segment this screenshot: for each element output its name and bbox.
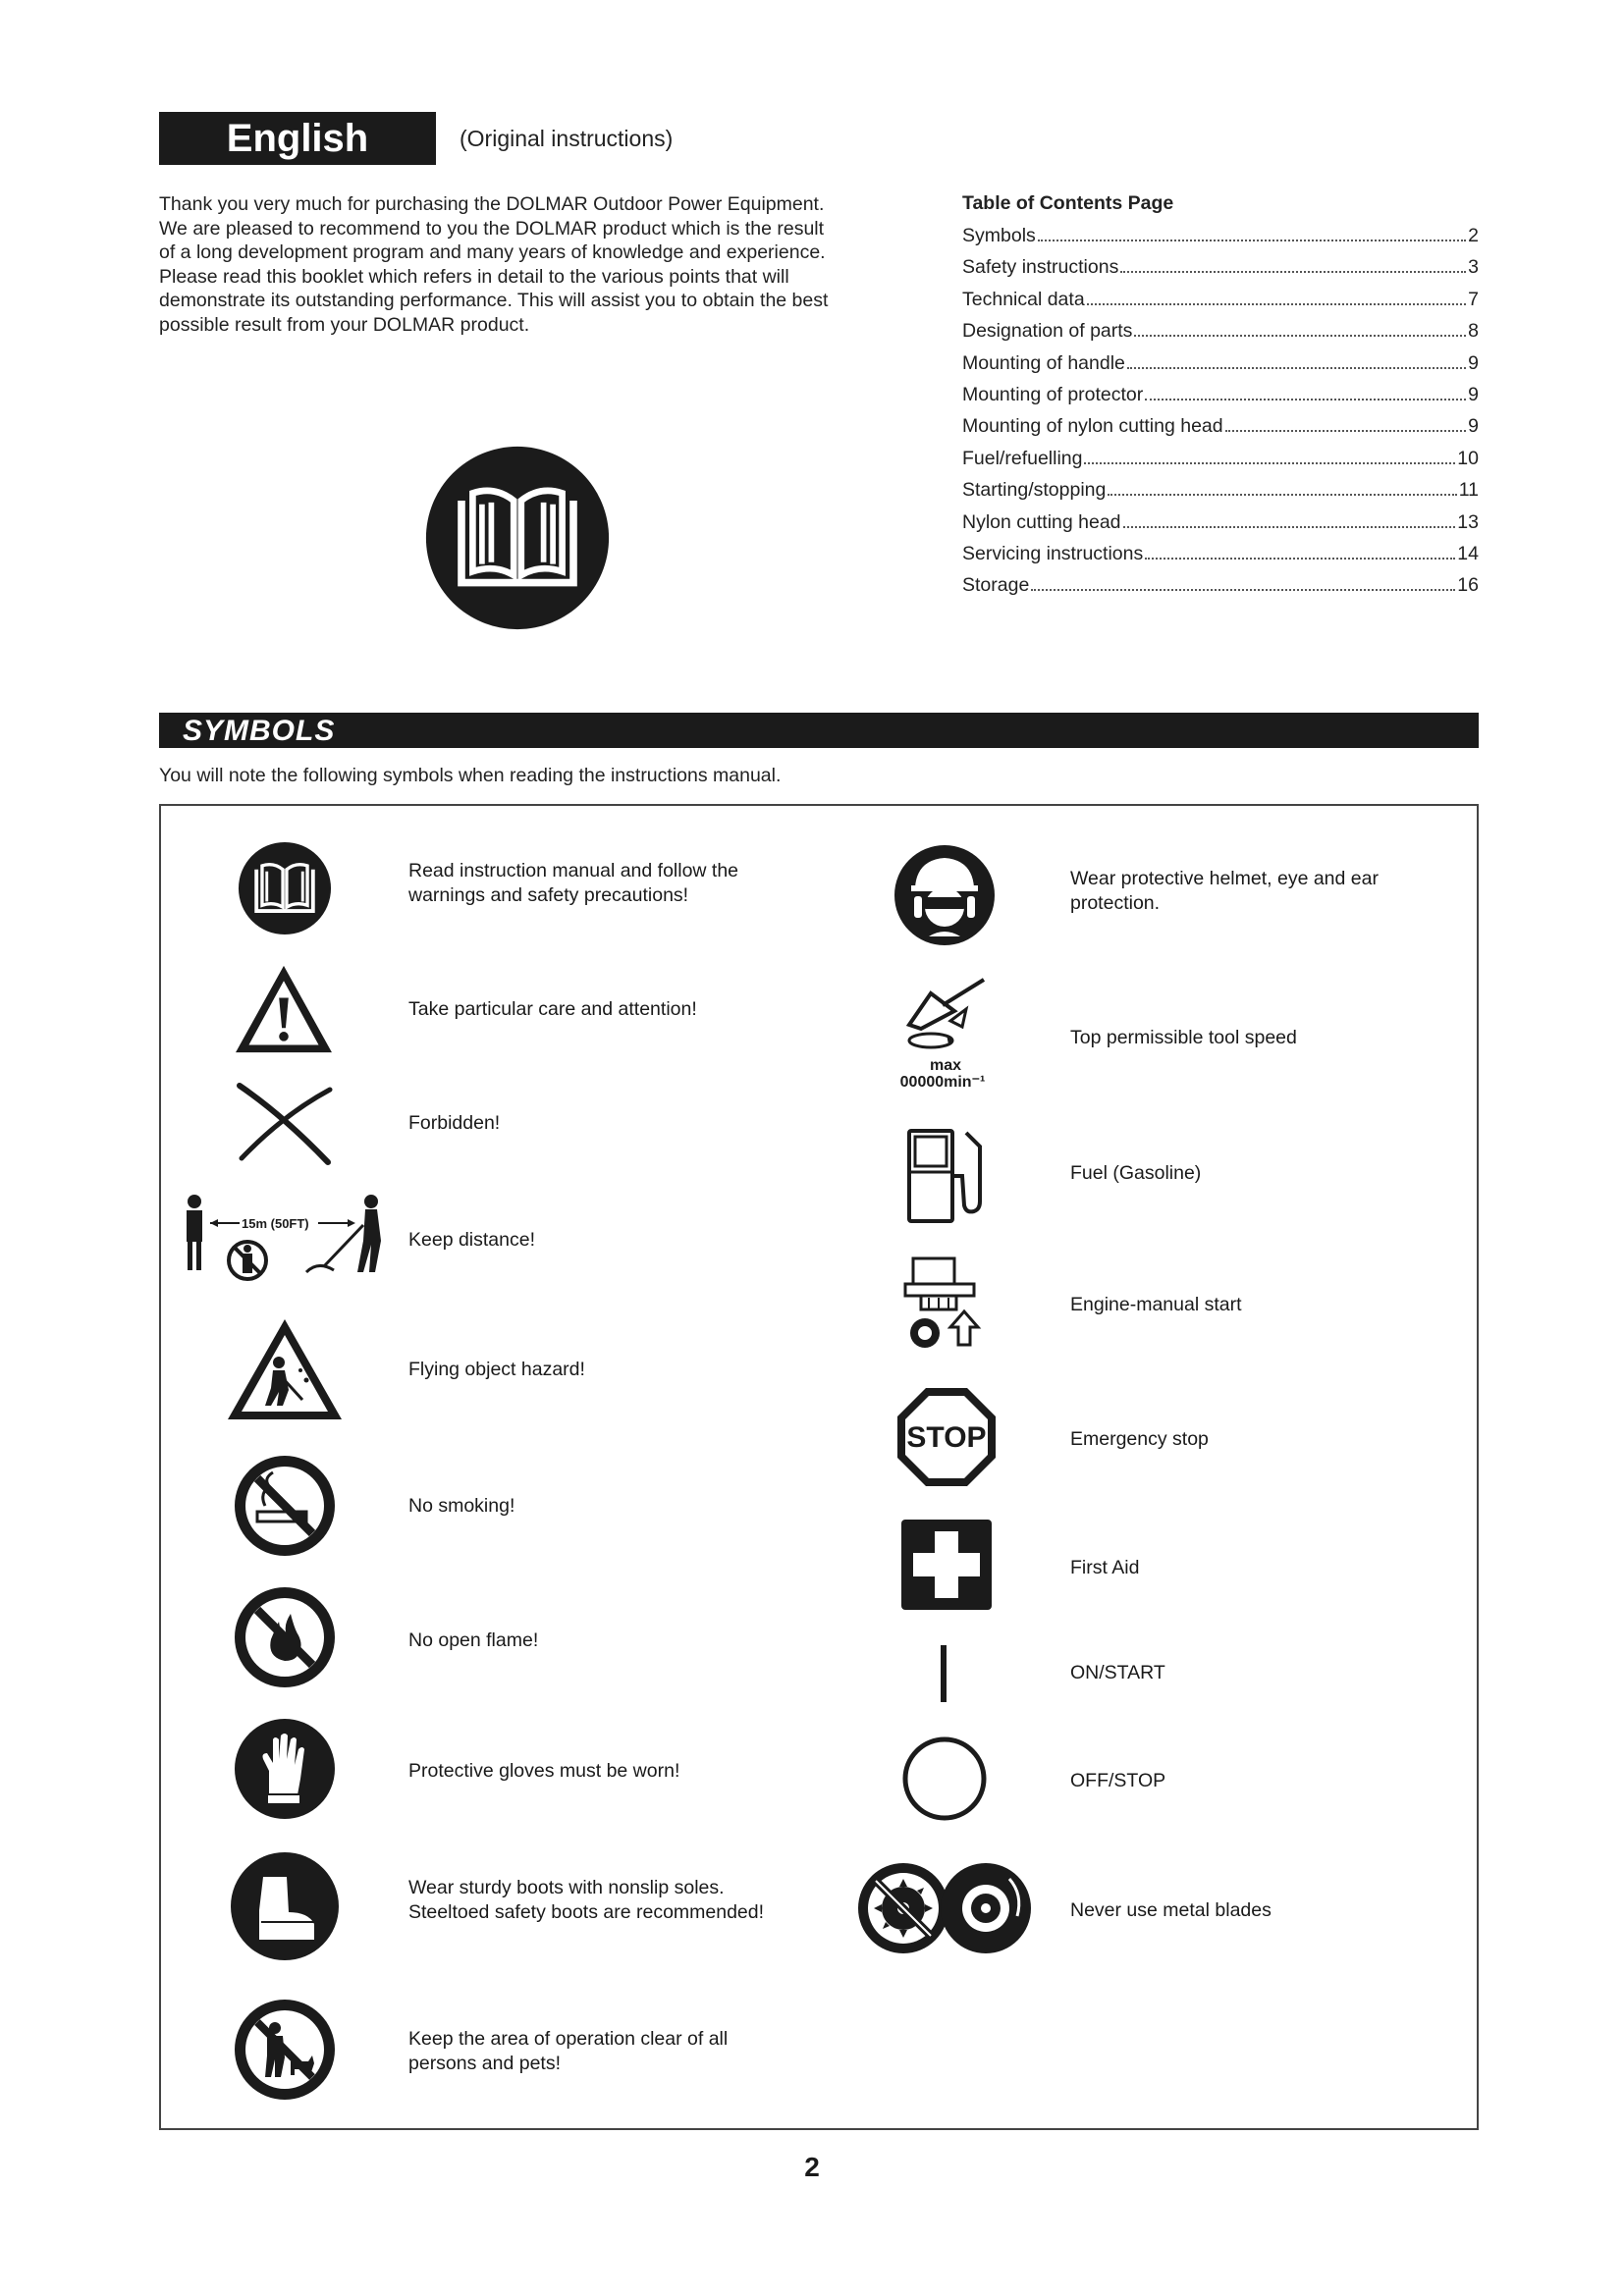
- toc-leader-dots: [1127, 367, 1466, 369]
- toc-leader-dots: [1145, 399, 1466, 400]
- toc-leader-dots: [1134, 335, 1466, 337]
- read-manual-icon: [238, 841, 332, 935]
- original-instructions-note: (Original instructions): [460, 126, 674, 151]
- speed-max-label: max: [929, 1057, 962, 1074]
- manual-start-label: Engine-manual start: [1070, 1294, 1242, 1315]
- intro-line: Please read this booklet which refers in detail to the various points that will: [159, 265, 789, 288]
- fuel-label: Fuel (Gasoline): [1070, 1162, 1202, 1184]
- first-aid-label: First Aid: [1070, 1557, 1140, 1578]
- warning-triangle-icon: [232, 962, 336, 1056]
- toc-page: 2: [1468, 225, 1479, 246]
- toc-leader-dots: [1087, 303, 1466, 305]
- gloves-label: Protective gloves must be worn!: [408, 1760, 680, 1782]
- no-persons-pets-label: Keep the area of operation clear of all persons and pets!: [408, 2028, 729, 2074]
- intro-line: We are pleased to recommend to you the DOLMAR product which is the result: [159, 217, 825, 240]
- stop-sign-icon: [895, 1386, 998, 1488]
- flying-object-icon: [224, 1315, 346, 1423]
- toc-leader-dots: [1225, 430, 1467, 432]
- boots-label: Wear sturdy boots with nonslip soles. Steeltoed safety boots are recommended!: [408, 1877, 765, 1923]
- on-start-label: ON/START: [1070, 1662, 1165, 1683]
- no-smoking-label: No smoking!: [408, 1495, 515, 1517]
- off-stop-label: OFF/STOP: [1070, 1770, 1166, 1791]
- keep-distance-label: Keep distance!: [408, 1229, 536, 1251]
- emergency-stop-label: Emergency stop: [1070, 1428, 1209, 1450]
- manual-start-icon: [901, 1255, 990, 1353]
- on-start-icon: [938, 1645, 949, 1702]
- toc-title: Safety instructions: [962, 256, 1119, 279]
- toc-page: 10: [1457, 447, 1479, 469]
- toc-row: [962, 511, 1479, 543]
- toc-row: [962, 448, 1479, 479]
- toc-title: Servicing instructions: [962, 542, 1144, 564]
- toc-leader-dots: [1038, 240, 1466, 241]
- table-of-contents: [962, 192, 1479, 607]
- toc-page: 3: [1468, 256, 1479, 279]
- toc-page: 13: [1457, 510, 1479, 533]
- particular-care-label: Take particular care and attention!: [408, 998, 697, 1020]
- intro-paragraph: [159, 192, 905, 338]
- flying-object-label: Flying object hazard!: [408, 1359, 585, 1380]
- toc-row: [962, 384, 1479, 415]
- toc-heading: Table of Contents Page: [962, 192, 1174, 214]
- toc-leader-dots: [1084, 462, 1455, 464]
- tool-speed-label: Top permissible tool speed: [1070, 1027, 1297, 1048]
- toc-row: [962, 289, 1479, 320]
- toc-title: Mounting of nylon cutting head: [962, 415, 1223, 438]
- toc-title: Storage: [962, 574, 1030, 597]
- toc-row: [962, 256, 1479, 288]
- toc-page: 16: [1457, 574, 1479, 597]
- stop-sign-text: STOP: [906, 1421, 987, 1454]
- language-label: English: [159, 112, 436, 165]
- toc-title: Fuel/refuelling: [962, 447, 1083, 469]
- toc-title: Symbols: [962, 225, 1036, 246]
- no-metal-blades-label: Never use metal blades: [1070, 1899, 1272, 1921]
- distance-label: 15m (50FT): [242, 1216, 309, 1231]
- toc-title: Mounting of protector: [962, 383, 1144, 405]
- no-metal-blades-icon: [856, 1861, 1033, 1955]
- no-open-flame-label: No open flame!: [408, 1629, 539, 1651]
- toc-page: 9: [1468, 351, 1479, 374]
- toc-title: Mounting of handle: [962, 351, 1125, 374]
- toc-row: [962, 225, 1479, 256]
- forbidden-cross-icon: [234, 1080, 336, 1166]
- helmet-label: Wear protective helmet, eye and ear protection.: [1070, 868, 1379, 914]
- forbidden-label: Forbidden!: [408, 1112, 501, 1134]
- toc-leader-dots: [1120, 271, 1466, 273]
- toc-title: Nylon cutting head: [962, 510, 1121, 533]
- read-manual-icon: [424, 445, 611, 631]
- speed-unit-label: 00000min⁻¹: [899, 1074, 986, 1091]
- toc-title: Technical data: [962, 288, 1085, 310]
- toc-row: [962, 574, 1479, 606]
- toc-leader-dots: [1145, 558, 1455, 560]
- intro-line: of a long development program and many years of knowledge and experience.: [159, 241, 826, 264]
- helmet-icon: [893, 844, 996, 946]
- toc-title: Starting/stopping: [962, 479, 1107, 502]
- intro-line: possible result from your DOLMAR product.: [159, 313, 530, 336]
- symbols-section-bar: [159, 713, 1479, 748]
- fuel-pump-icon: [905, 1127, 988, 1225]
- first-aid-icon: [901, 1520, 992, 1610]
- toc-row: [962, 543, 1479, 574]
- no-persons-pets-icon: [234, 1999, 336, 2101]
- intro-line: demonstrate its outstanding performance. This will assist you to obtain the best: [159, 290, 829, 312]
- toc-row: [962, 320, 1479, 351]
- toc-page: 9: [1468, 415, 1479, 438]
- toc-page: 14: [1457, 542, 1479, 564]
- no-open-flame-icon: [234, 1586, 336, 1688]
- toc-leader-dots: [1123, 526, 1456, 528]
- symbols-frame: [159, 804, 1479, 2130]
- toc-page: 8: [1468, 320, 1479, 343]
- toc-page: 9: [1468, 383, 1479, 405]
- symbols-heading: SYMBOLS: [183, 715, 336, 747]
- toc-page: 11: [1458, 479, 1479, 502]
- tool-speed-icon: [892, 976, 1000, 1092]
- boots-icon: [230, 1851, 340, 1961]
- toc-row: [962, 479, 1479, 510]
- gloves-icon: [234, 1718, 336, 1820]
- intro-line: Thank you very much for purchasing the DOLMAR Outdoor Power Equipment.: [159, 193, 825, 215]
- symbols-intro-note: You will note the following symbols when reading the instructions manual.: [159, 765, 782, 786]
- keep-distance-icon: [181, 1192, 387, 1286]
- page-number: 2: [804, 2152, 820, 2182]
- toc-leader-dots: [1031, 589, 1455, 591]
- toc-row: [962, 415, 1479, 447]
- toc-row: [962, 352, 1479, 384]
- read-manual-label: Read instruction manual and follow the warnings and safety precautions!: [408, 860, 739, 906]
- no-smoking-icon: [234, 1455, 336, 1557]
- toc-title: Designation of parts: [962, 320, 1133, 343]
- toc-leader-dots: [1108, 494, 1456, 496]
- toc-page: 7: [1468, 288, 1479, 310]
- off-stop-icon: [901, 1735, 988, 1822]
